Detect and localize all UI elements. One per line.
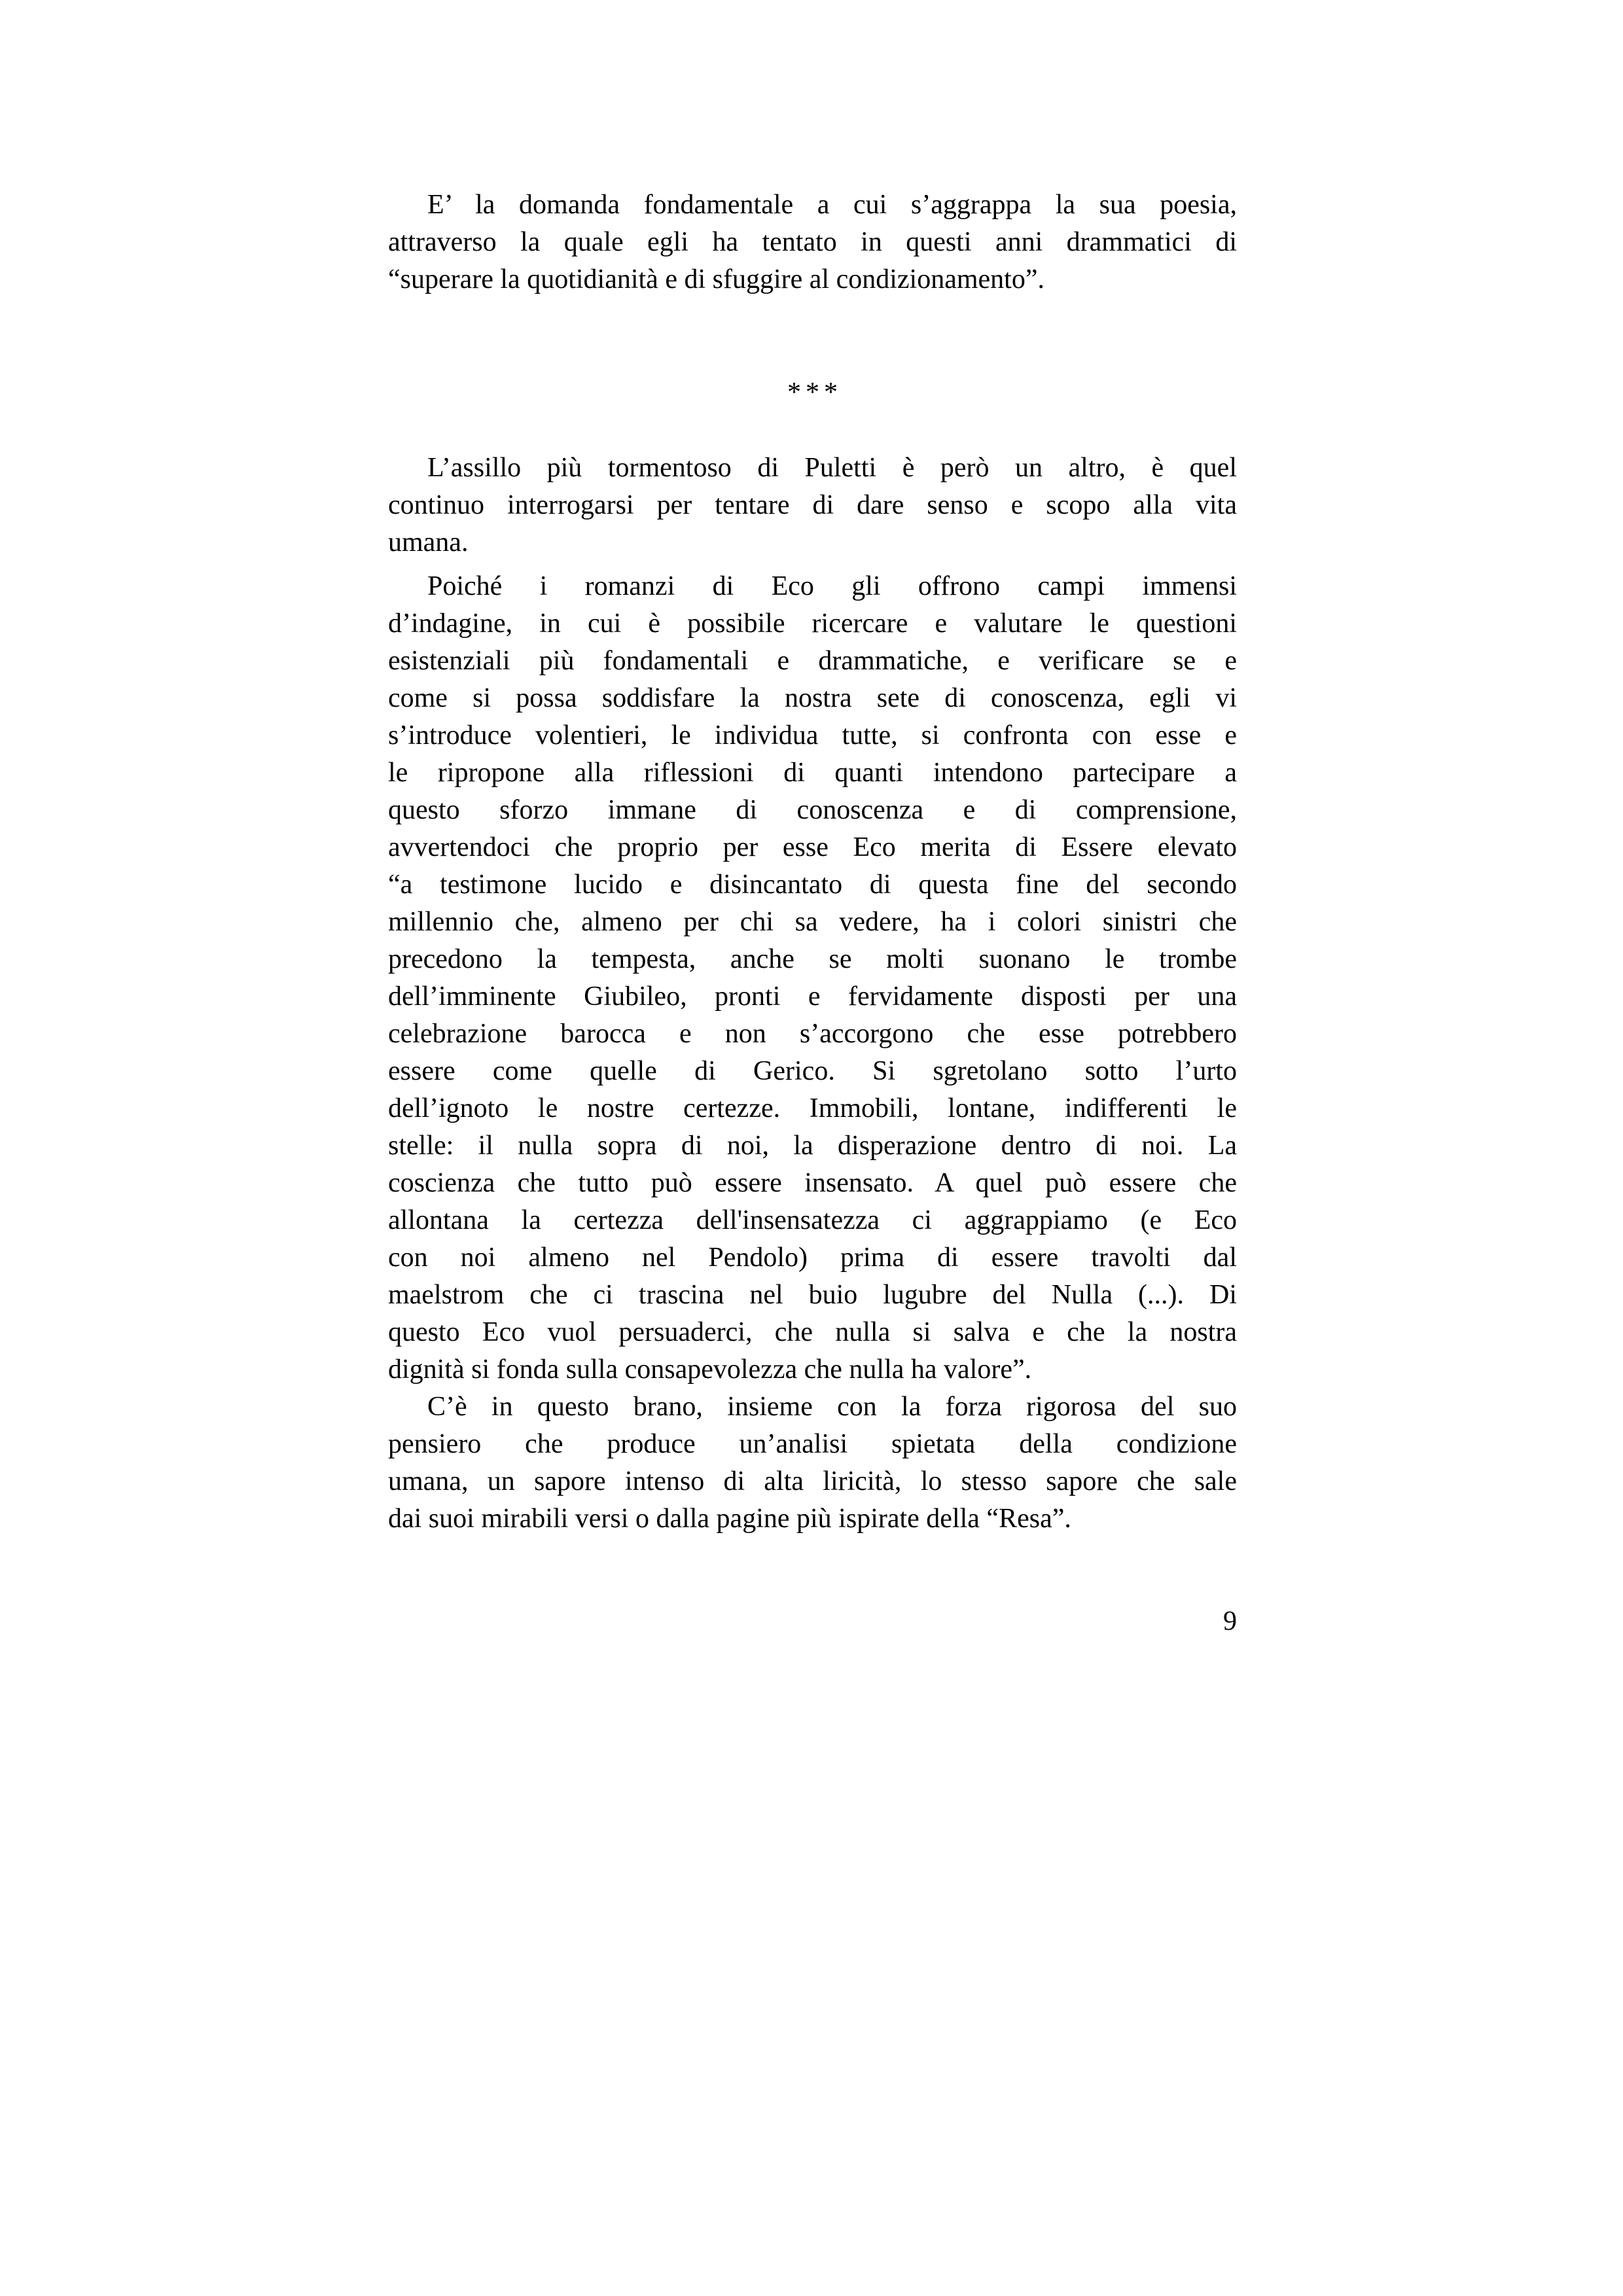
text-line: s’introduce volentieri, le individua tutte, si confronta con esse e [388,720,1237,751]
text-line: maelstrom che ci trascina nel buio lugubre del Nulla (...). Di [388,1280,1237,1310]
paragraph [388,1388,1237,1538]
paragraph [388,186,1237,298]
text-line: con noi almeno nel Pendolo) prima di essere travolti dal [388,1243,1237,1273]
text-line: precedono la tempesta, anche se molti suonano le trombe [388,944,1237,974]
text-line: attraverso la quale egli ha tentato in questi anni drammatici di [388,227,1237,257]
text-line: esistenziali più fondamentali e drammatiche, e verificare se e [388,646,1237,676]
text-line: E’ la domanda fondamentale a cui s’aggrappa la sua poesia, [427,190,1237,220]
paragraph [388,568,1237,1388]
text-line: “a testimone lucido e disincantato di questa fine del secondo [388,870,1237,900]
text-line: L’assillo più tormentoso di Puletti è però un altro, è quel [427,453,1237,483]
text-line: allontana la certezza dell'insensatezza ci aggrappiamo (e Eco [388,1205,1237,1235]
text-line: Poiché i romanzi di Eco gli offrono campi immensi [427,571,1237,601]
text-line: le ripropone alla riflessioni di quanti intendono partecipare a [388,758,1237,788]
text-line: d’indagine, in cui è possibile ricercare e valutare le questioni [388,609,1237,639]
text-line: continuo interrogarsi per tentare di dare senso e scopo alla vita [388,490,1237,520]
text-line: avvertendoci che proprio per esse Eco merita di Essere elevato [388,832,1237,862]
text-line: coscienza che tutto può essere insensato. A quel può essere che [388,1168,1237,1198]
text-line: dell’ignoto le nostre certezze. Immobili, lontane, indifferenti le [388,1093,1237,1123]
text-line: celebrazione barocca e non s’accorgono che esse potrebbero [388,1019,1237,1049]
text-block [388,186,1237,1640]
text-line: essere come quelle di Gerico. Si sgretolano sotto l’urto [388,1056,1237,1086]
text-line: dignità si fonda sulla consapevolezza che nulla ha valore”. [388,1354,1032,1385]
text-line: questo sforzo immane di conoscenza e di comprensione, [388,795,1237,825]
paragraph [388,450,1237,561]
text-line: dai suoi mirabili versi o dalla pagine più ispirate della “Resa”. [388,1504,1071,1534]
text-line: pensiero che produce un’analisi spietata della condizione [388,1429,1237,1459]
text-line: dell’imminente Giubileo, pronti e fervidamente disposti per una [388,981,1237,1012]
text-line: come si possa soddisfare la nostra sete di conoscenza, egli vi [388,683,1237,713]
text-line: questo Eco vuol persuaderci, che nulla si salva e che la nostra [388,1317,1237,1347]
section-separator: *** [787,378,842,408]
page-number: 9 [1223,1606,1237,1636]
text-line: umana, un sapore intenso di alta liricità, lo stesso sapore che sale [388,1466,1237,1496]
text-line: C’è in questo brano, insieme con la forza rigorosa del suo [427,1392,1237,1422]
text-line: “superare la quotidianità e di sfuggire al condizionamento”. [388,264,1044,294]
text-line: millennio che, almeno per chi sa vedere, ha i colori sinistri che [388,907,1237,937]
text-line: umana. [388,527,469,557]
text-line: stelle: il nulla sopra di noi, la disperazione dentro di noi. La [388,1131,1237,1161]
